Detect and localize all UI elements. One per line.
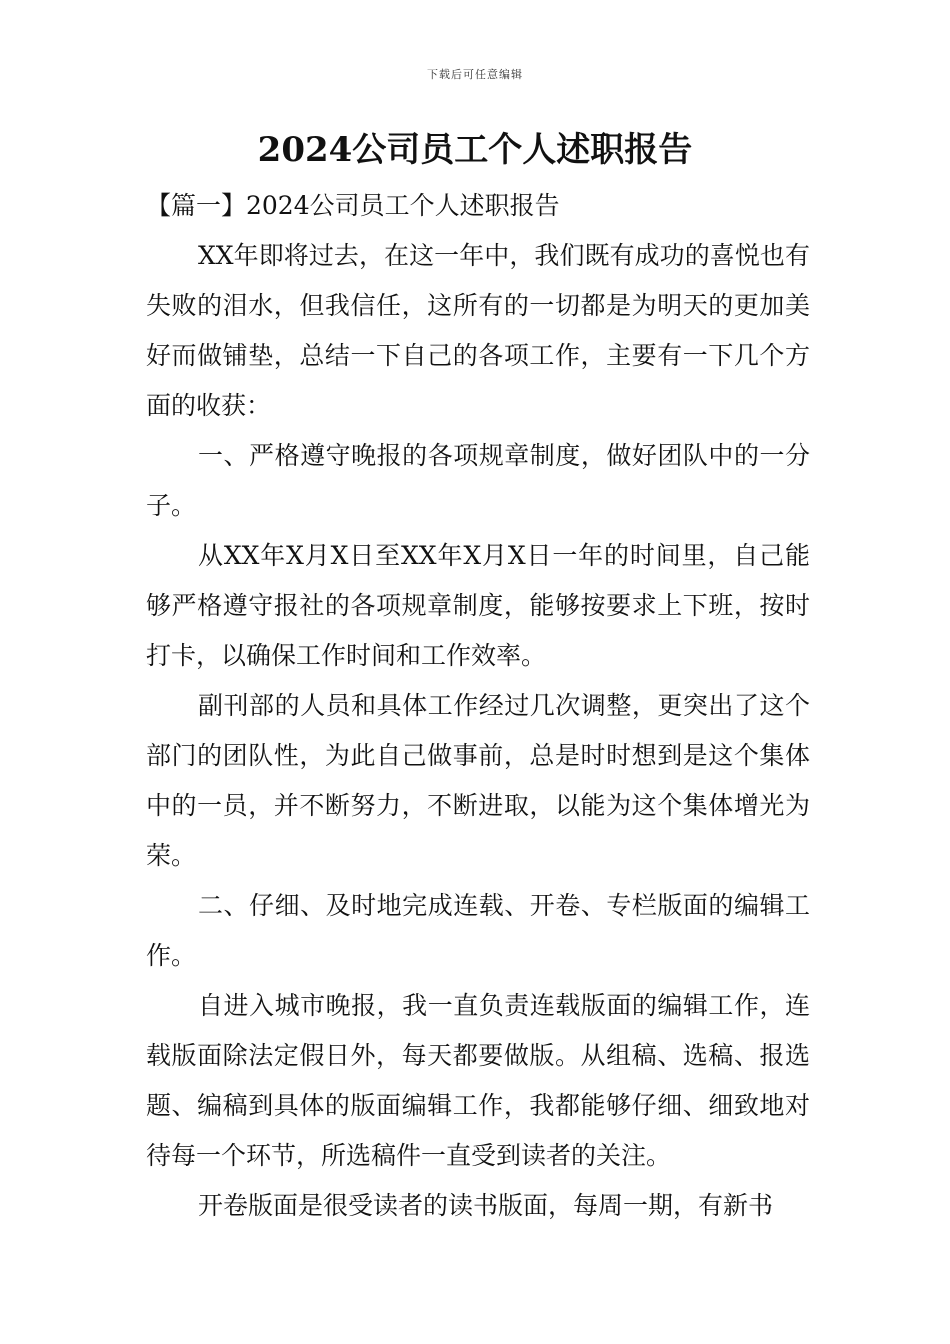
paragraph: 一、严格遵守晚报的各项规章制度，做好团队中的一分子。 <box>146 441 810 520</box>
paragraph: 副刊部的人员和具体工作经过几次调整，更突出了这个部门的团队性，为此自己做事前，总是时时想到是这个集体中的一员，并不断努力，不断进取，以能为这个集体增光为荣。 <box>146 691 810 870</box>
paragraph: 从XX年X月X日至XX年X月X日一年的时间里，自己能够严格遵守报社的各项规章制度，能够按要求上下班，按时打卡，以确保工作时间和工作效率。 <box>146 541 810 670</box>
section-label: 【篇一】2024公司员工个人述职报告 <box>146 191 560 220</box>
document-title: 2024公司员工个人述职报告 <box>257 130 693 170</box>
paragraph: XX年即将过去，在这一年中，我们既有成功的喜悦也有失败的泪水，但我信任，这所有的一切都是为明天的更加美好而做铺垫，总结一下自己的各项工作，主要有一下几个方面的收获： <box>146 241 810 420</box>
document-body <box>146 181 810 1231</box>
paragraph: 自进入城市晚报，我一直负责连载版面的编辑工作，连载版面除法定假日外，每天都要做版。从组稿、选稿、报选题、编稿到具体的版面编辑工作，我都能够仔细、细致地对待每一个环节，所选稿件一直受到读者的关注。 <box>146 991 810 1170</box>
paragraph: 二、仔细、及时地完成连载、开卷、专栏版面的编辑工作。 <box>146 891 810 970</box>
paragraph: 开卷版面是很受读者的读书版面，每周一期，有新书 <box>198 1191 774 1220</box>
header-note: 下载后可任意编辑 <box>427 68 523 81</box>
